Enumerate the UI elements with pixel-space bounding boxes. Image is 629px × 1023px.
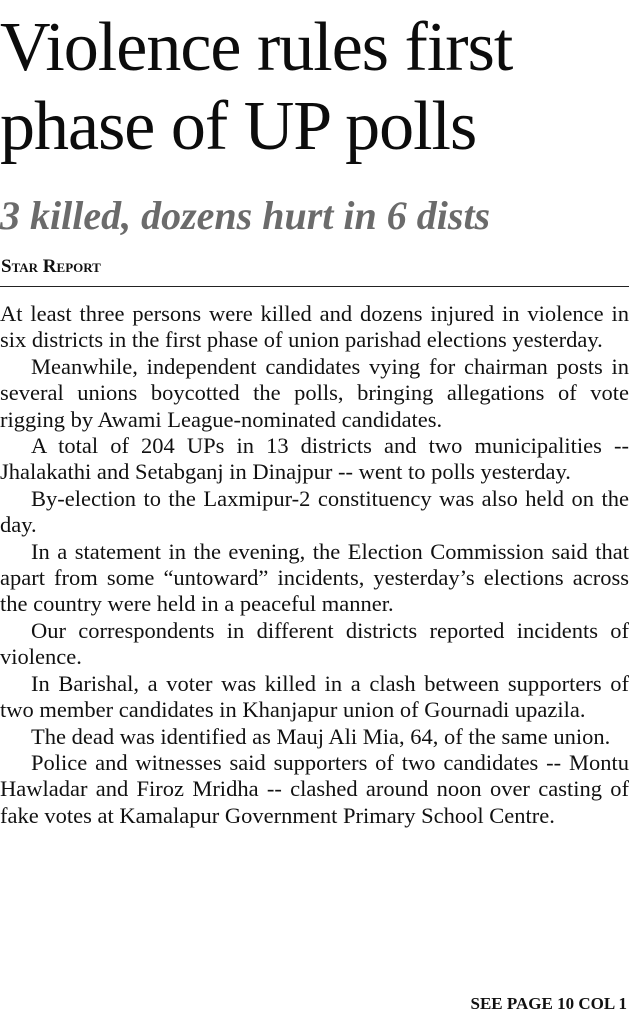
- headline: [0, 8, 629, 166]
- paragraph: In a statement in the evening, the Election Commission said that apart from some “untoward” incidents, yesterday’s elections across the country were held in a peaceful manner.: [0, 538, 629, 617]
- headline-line-2: phase of UP polls: [0, 88, 477, 165]
- paragraph: In Barishal, a voter was killed in a clash between supporters of two member candidates in Khanjapur union of Gournadi upazila.: [0, 670, 629, 723]
- byline-divider: [0, 286, 629, 287]
- article-body: [0, 301, 629, 829]
- paragraph: Police and witnesses said supporters of two candidates -- Montu Hawladar and Firoz Mridha -- clashed around noon over casting of fake votes at Kamalapur Government Primary School Centre.: [0, 749, 629, 828]
- subheadline: 3 killed, dozens hurt in 6 dists: [0, 193, 491, 238]
- paragraph: At least three persons were killed and dozens injured in violence in six districts in the first phase of union parishad elections yesterday.: [0, 301, 629, 353]
- paragraph: By-election to the Laxmipur-2 constituency was also held on the day.: [0, 485, 629, 538]
- paragraph: The dead was identified as Mauj Ali Mia, 64, of the same union.: [31, 723, 611, 749]
- byline: Star Report: [1, 256, 101, 277]
- continuation-jump-line: SEE PAGE 10 COL 1: [470, 994, 627, 1013]
- paragraph: Our correspondents in different districts reported incidents of violence.: [0, 617, 629, 670]
- paragraph: A total of 204 UPs in 13 districts and two municipalities -- Jhalakathi and Setabganj in Dinajpur -- went to polls yesterday.: [0, 433, 629, 485]
- headline-line-1: Violence rules first: [0, 9, 513, 86]
- paragraph: Meanwhile, independent candidates vying for chairman posts in several unions boycotted the polls, bringing allegations of vote rigging by Awami League-nominated candidates.: [0, 353, 629, 432]
